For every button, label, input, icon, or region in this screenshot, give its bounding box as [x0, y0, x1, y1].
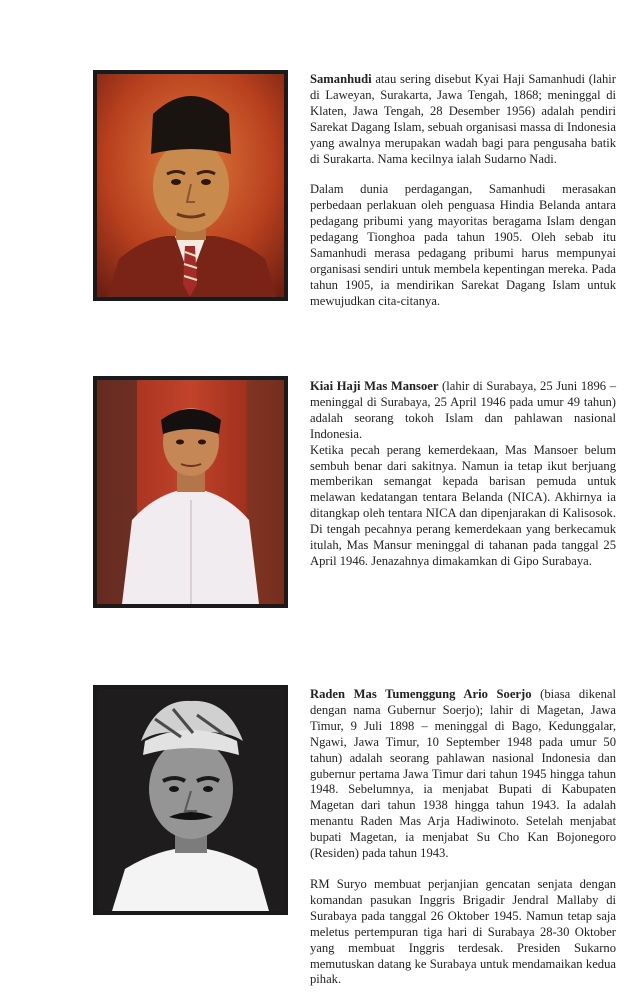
portrait-mas-mansoer: [93, 376, 288, 608]
bio-intro-text: (biasa dikenal dengan nama Gubernur Soerjo); lahir di Magetan, Jawa Timur, 9 Juli 1898 – meninggal di Bago, Kedunggalar, Ngawi, Jawa Timur, 10 September 1948 pada umur 50 tahun) adalah seorang pahlawan nasional Indonesia dan gubernur pertama Jawa Timur dari tahun 1945 hingga tahun 1948. Sebelumnya, ia menjabat Bupati di Kabupaten Magetan dari tahun 1938 hingga tahun 1943. Ia adalah menantu Raden Mas Arja Hadiwinoto. Setelah menjabat bupati Magetan, ia menjabat Su Cho Kan Bojonegoro (Residen) pada tahun 1943.: [310, 687, 616, 861]
person-name: Samanhudi: [310, 72, 372, 86]
portrait-soerjo: [93, 685, 288, 915]
person-name: Raden Mas Tumenggung Ario Soerjo: [310, 687, 532, 701]
bio-intro-text: (lahir di Surabaya, 25 Juni 1896 – meninggal di Surabaya, 25 April 1946 pada umur 49 tahun) adalah seorang tokoh Islam dan pahlawan nasional Indonesia.: [310, 379, 616, 441]
portrait-samanhudi-image: [97, 74, 284, 297]
bio-text-soerjo: [310, 687, 616, 1003]
bio-paragraph: [310, 379, 616, 443]
bio-paragraph: Dalam dunia perdagangan, Samanhudi merasakan perbedaan perlakuan oleh penguasa Hindia Belanda antara pedagang pribumi yang mayoritas beragama Islam dengan pedagang Tionghoa pada tahun 1905. Oleh sebab itu Samanhudi merasa pedagang pribumi harus mempunyai organisasi sendiri untuk membela kepentingan mereka. Pada tahun 1905, ia mendirikan Sarekat Dagang Islam untuk mewujudkan cita-citanya.: [310, 182, 616, 308]
portrait-soerjo-image: [97, 689, 284, 911]
bio-text-samanhudi: [310, 72, 616, 325]
bio-paragraph: [310, 687, 616, 862]
person-name: Kiai Haji Mas Mansoer: [310, 379, 439, 393]
bio-text-mas-mansoer: [310, 379, 616, 585]
bio-paragraph: Ketika pecah perang kemerdekaan, Mas Mansoer belum sembuh benar dari sakitnya. Namun ia tetap ikut berjuang memberikan semangat kepada barisan pemuda untuk melawan kedatangan tentara Belanda (NICA). Akhirnya ia ditangkap oleh tentara NICA dan dipenjarakan di Kalisosok. Di tengah pecahnya perang kemerdekaan yang berkecamuk itulah, Mas Mansur meninggal di tahanan pada tanggal 25 April 1946. Jenazahnya dimakamkan di Gipo Surabaya.: [310, 442, 616, 568]
portrait-mas-mansoer-image: [97, 380, 284, 604]
bio-intro-text: atau sering disebut Kyai Haji Samanhudi (lahir di Laweyan, Surakarta, Jawa Tengah, 1868; meninggal di Klaten, Jawa Tengah, 28 Desember 1956) adalah pendiri Sarekat Dagang Islam, sebuah organisasi massa di Indonesia yang awalnya merupakan wadah bagi para pengusaha batik di Surakarta. Nama kecilnya ialah Sudarno Nadi.: [310, 72, 616, 166]
bio-paragraph: [310, 72, 616, 167]
portrait-samanhudi: [93, 70, 288, 301]
bio-paragraph: RM Suryo membuat perjanjian gencatan senjata dengan komandan pasukan Inggris Brigadir Jendral Mallaby di Surabaya pada tanggal 26 Oktober 1945. Namun tetap saja meletus pertempuran tiga hari di Surabaya 28-30 Oktober yang membuat Inggris terdesak. Presiden Sukarno memutuskan datang ke Surabaya untuk mendamaikan kedua pihak.: [310, 876, 616, 987]
